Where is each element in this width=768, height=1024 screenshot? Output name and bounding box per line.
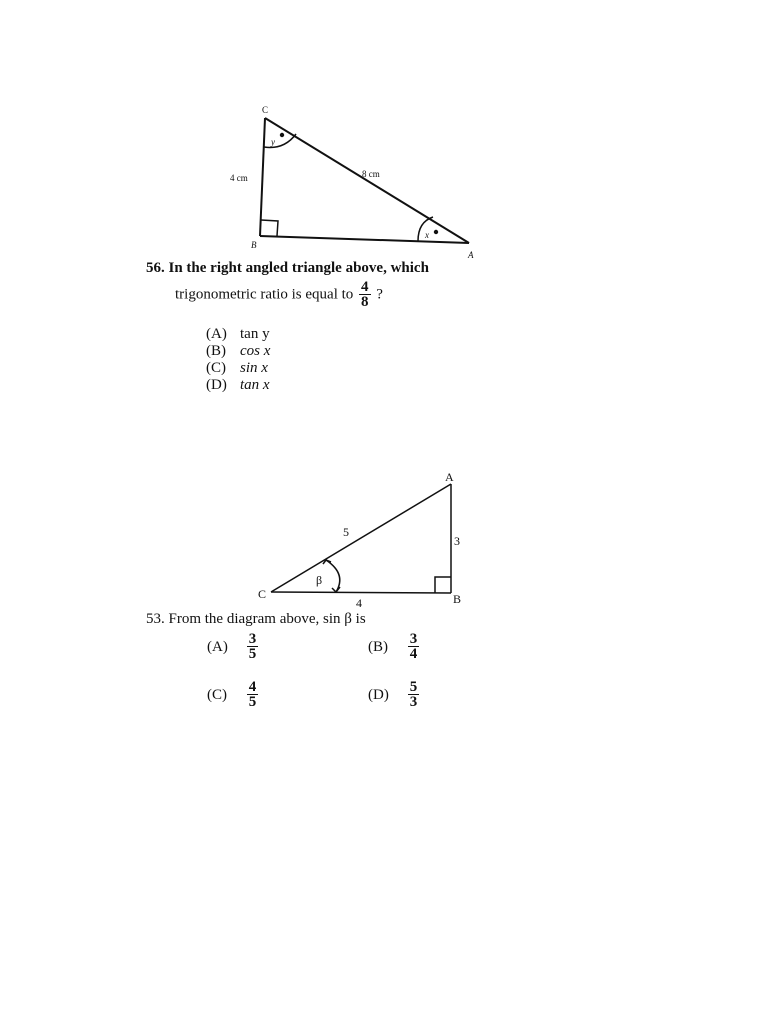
angle-label-y: y: [271, 137, 275, 147]
option-label: (B): [368, 638, 388, 655]
side-ca: [271, 484, 451, 592]
q56-stem-question-mark: ?: [376, 286, 383, 303]
fraction-numerator: 5: [409, 679, 418, 695]
vertex-label-c: C: [262, 105, 269, 115]
right-angle-marker-b: [435, 577, 451, 593]
angle-label-beta: β: [316, 573, 323, 587]
q56-stem-text-2: trigonometric ratio is equal to: [175, 286, 354, 303]
option-fraction: [408, 680, 420, 709]
vertex-label-b: B: [453, 592, 462, 606]
q56-fraction-numerator: 4: [361, 279, 369, 295]
option-label: (A): [207, 638, 228, 655]
fraction-denominator: 3: [409, 694, 418, 710]
fraction-denominator: 5: [248, 646, 257, 662]
q56-stem-text-1: 56. In the right angled triangle above, which: [146, 260, 429, 276]
option-fraction: [247, 680, 259, 709]
option-fraction: [408, 632, 420, 661]
option-label: (C): [207, 686, 227, 703]
side-label-4: 4: [356, 596, 362, 610]
q56-fraction-denominator: 8: [361, 294, 369, 310]
side-cb: [271, 592, 451, 593]
side-label-8cm: 8 cm: [362, 169, 380, 179]
option-text: tan y: [240, 326, 270, 342]
q53-option-c[interactable]: [207, 680, 260, 709]
q53-stem: [146, 610, 366, 628]
option-label: (C): [206, 360, 226, 376]
option-label: (D): [368, 686, 389, 703]
side-label-4cm: 4 cm: [230, 173, 248, 183]
q53-option-d[interactable]: [368, 680, 421, 709]
option-label: (A): [206, 326, 227, 342]
fraction-numerator: 4: [248, 679, 257, 695]
fraction-numerator: 3: [409, 631, 418, 647]
option-text: cos x: [240, 343, 271, 359]
q53-option-b[interactable]: [368, 632, 421, 661]
q53-stem-text: 53. From the diagram above, sin β is: [146, 611, 366, 627]
q53-option-a[interactable]: [207, 632, 260, 661]
vertex-label-b: B: [251, 240, 257, 250]
vertex-label-a: A: [468, 250, 474, 260]
arrowhead-bottom: [332, 587, 340, 592]
fraction-numerator: 3: [248, 631, 257, 647]
angle-label-x: x: [425, 230, 429, 240]
side-label-5: 5: [343, 525, 349, 539]
option-text: sin x: [240, 360, 268, 376]
fraction-denominator: 4: [409, 646, 418, 662]
vertex-label-c: C: [258, 587, 267, 601]
option-text: tan x: [240, 377, 270, 393]
fraction-denominator: 5: [248, 694, 257, 710]
option-label: (B): [206, 343, 226, 359]
option-label: (D): [206, 377, 227, 393]
vertex-label-a: A: [445, 470, 454, 484]
option-fraction: [247, 632, 259, 661]
angle-arc-beta: [326, 560, 340, 592]
side-label-3: 3: [454, 534, 460, 548]
